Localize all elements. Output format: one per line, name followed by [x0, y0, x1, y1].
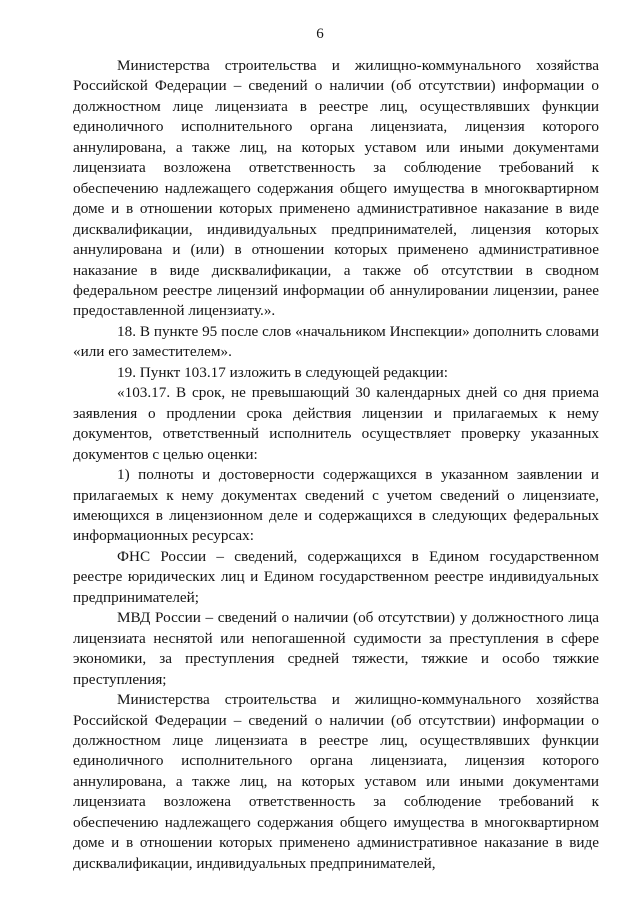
- paragraph-103-17: «103.17. В срок, не превышающий 30 календарных дней со дня приема заявления о продлении срока действия лицензии и прилагаемых к нему документов, ответственный исполнитель осуществляет проверку указанных документов с целью оценки:: [73, 384, 599, 463]
- paragraph-item-18: 18. В пункте 95 после слов «начальником Инспекции» дополнить словами «или его заместителем».: [73, 322, 599, 361]
- document-body: [73, 56, 599, 874]
- page-number: 6: [316, 26, 324, 42]
- paragraph-fns: ФНС России – сведений, содержащихся в Едином государственном реестре юридических лиц и Едином государственном реестре индивидуальных предпринимателей;: [73, 547, 599, 606]
- paragraph-minstroy-info: Министерства строительства и жилищно-коммунального хозяйства Российской Федерации – сведений о наличии (об отсутствии) информации о должностном лице лицензиата в реестре лиц, осуществлявших функции единоличного исполнительного органа лицензиата, лицензия которого аннулирована, а также лиц, на которых уставом или иными документами лицензиата возложена ответственность за соблюдение требований к обеспечению надлежащего содержания общего имущества в многоквартирном доме и в отношении которых применено административное наказание в виде дисквалификации, индивидуальных предпринимателей, лицензия которых аннулирована и (или) в отношении которых применено административное наказание в виде дисквалификации, а также об отсутствии в сводном федеральном реестре лицензий информации об аннулировании лицензии, ранее предоставленной лицензиату.».: [73, 57, 599, 320]
- paragraph-minstroy-repeat: Министерства строительства и жилищно-коммунального хозяйства Российской Федерации – сведений о наличии (об отсутствии) информации о должностном лице лицензиата в реестре лиц, осуществлявших функции единоличного исполнительного органа лицензиата, лицензия которого аннулирована, а также лиц, на которых уставом или иными документами лицензиата возложена ответственность за соблюдение требований к обеспечению надлежащего содержания общего имущества в многоквартирном доме и в отношении которых применено административное наказание в виде дисквалификации, индивидуальных предпринимателей,: [73, 691, 599, 872]
- paragraph-subitem-1: 1) полноты и достоверности содержащихся в указанном заявлении и прилагаемых к нему документах сведений с учетом сведений о лицензиате, имеющихся в лицензионном деле и содержащихся в следующих федеральных информационных ресурсах:: [73, 466, 599, 545]
- paragraph-item-19: 19. Пункт 103.17 изложить в следующей редакции:: [117, 363, 448, 381]
- paragraph-mvd: МВД России – сведений о наличии (об отсутствии) у должностного лица лицензиата неснятой или непогашенной судимости за преступления в сфере экономики, за преступления средней тяжести, тяжкие и особо тяжкие преступления;: [73, 609, 599, 688]
